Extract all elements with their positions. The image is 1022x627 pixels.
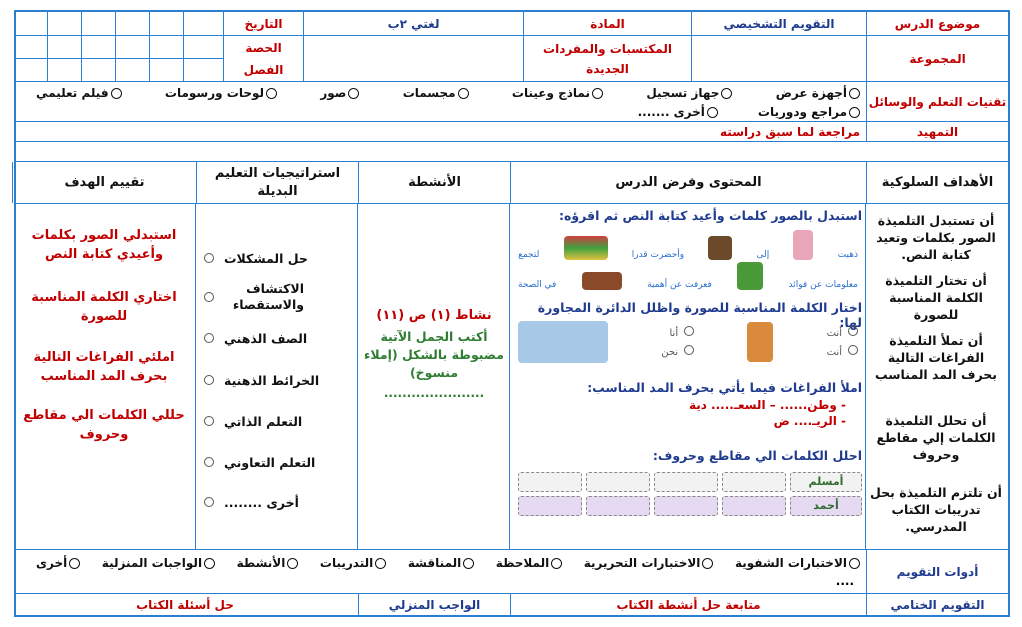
- final-label: التقويم الختامي: [866, 594, 1008, 615]
- col-assessment: تقييم الهدف: [12, 162, 196, 203]
- tools-row: [16, 550, 1008, 594]
- tech-option[interactable]: أخرى .......: [638, 103, 718, 121]
- s3-title: املأ الفراغات فيما يأتي بحرف المد المناسب:: [587, 380, 862, 395]
- girl-image: [793, 230, 813, 260]
- tool-option[interactable]: المناقشة: [408, 554, 474, 572]
- date-cell-2: [149, 12, 183, 35]
- tech-option[interactable]: مجسمات: [403, 84, 469, 102]
- radio-icon: [375, 558, 386, 569]
- s4-title: احلل الكلمات الي مقاطع وحروف:: [652, 448, 862, 463]
- date-label: التاريخ: [223, 12, 303, 35]
- library-image: [708, 236, 732, 260]
- s2-option[interactable]: أنا: [661, 326, 694, 339]
- tool-option[interactable]: أخرى: [36, 554, 80, 572]
- radio-icon: [849, 107, 860, 118]
- objective-item: أن تملأ التلميذة الفراغات التالية بحرف المد المناسب: [875, 333, 997, 382]
- tech-option[interactable]: لوحات ورسومات: [165, 84, 277, 102]
- tool-option[interactable]: الملاحظة: [496, 554, 562, 572]
- activity-title: نشاط (١) ص (١١): [376, 308, 492, 323]
- tech-option[interactable]: نماذج وعينات: [512, 84, 603, 102]
- subject-value: لغتي ٢ب: [303, 12, 523, 35]
- s2-option[interactable]: أنت: [827, 345, 858, 358]
- objective-item: أن تختار التلميذة الكلمة المناسبة للصورة: [885, 273, 987, 322]
- strategy-item[interactable]: التعلم الذاتي: [204, 400, 334, 442]
- col-content: المحتوى وفرض الدرس: [510, 162, 866, 203]
- tech-label: تقنيات التعلم والوسائل: [866, 82, 1008, 121]
- assessment-item: استبدلي الصور بكلمات وأعيدي كتابة النص: [31, 228, 177, 262]
- col-objectives: الأهداف السلوكية: [866, 162, 1008, 203]
- radio-icon: [848, 326, 858, 336]
- header-row-2: [16, 36, 1008, 82]
- radio-icon: [463, 558, 474, 569]
- activity-body: أكتب الجمل الآتية مضبوطة بالشكل (إملاء منسوخ): [364, 329, 504, 380]
- activities-area: [362, 308, 506, 400]
- topic-label: موضوع الدرس: [866, 12, 1008, 35]
- date-cell-4: [81, 12, 115, 35]
- tools-options: [22, 554, 860, 572]
- syllable-box[interactable]: [518, 472, 582, 492]
- objective-item: أن تستبدل التلميذة الصور بكلمات وتعيد كتابة النص.: [876, 213, 996, 262]
- circle-icon: [204, 457, 214, 467]
- tech-row: [16, 82, 1008, 122]
- tools-dots: ....: [835, 574, 854, 588]
- syllable-box[interactable]: [722, 472, 786, 492]
- tool-option[interactable]: الواجبات المنزلية: [102, 554, 215, 572]
- tool-option[interactable]: الاختبارات التحريرية: [584, 554, 714, 572]
- s4-row1: [514, 472, 862, 492]
- date-cell-3: [115, 12, 149, 35]
- syllable-box[interactable]: [654, 496, 718, 516]
- word-box: أحمد: [790, 496, 862, 516]
- objective-item: أن تلتزم التلميذة بحل تدريبات الكتاب المدرسي.: [870, 485, 1002, 534]
- classroom-image: [518, 321, 608, 363]
- final-row: [16, 594, 1008, 615]
- assessment-item: اختاري الكلمة المناسبة للصورة: [31, 290, 177, 324]
- tool-option[interactable]: الأنشطة: [237, 554, 299, 572]
- radio-icon: [287, 558, 298, 569]
- dates-image: [582, 272, 622, 290]
- lesson-plan-table: [14, 10, 1010, 617]
- radio-icon: [348, 88, 359, 99]
- period-class-cell: [223, 36, 303, 81]
- col-strategies: استراتيجيات التعليم البديلة: [196, 162, 358, 203]
- radio-icon: [849, 558, 860, 569]
- subject-label: المادة: [523, 12, 691, 35]
- radio-icon: [204, 558, 215, 569]
- tool-option[interactable]: التدريبات: [320, 554, 386, 572]
- intro-value: مراجعة لما سبق دراسته: [720, 125, 860, 139]
- tech-options-row1: [22, 84, 860, 102]
- radio-icon: [684, 326, 694, 336]
- objective-item: أن تحلل التلميذة الكلمات إلي مقاطع وحروف: [876, 413, 996, 462]
- tech-option[interactable]: فيلم تعليمي: [36, 84, 122, 102]
- s2-option[interactable]: أنت: [827, 326, 858, 339]
- header-row-1: [16, 12, 1008, 36]
- radio-icon: [551, 558, 562, 569]
- homework-label: الواجب المنزلي: [358, 594, 510, 615]
- word-box: أمسلم: [790, 472, 862, 492]
- diagnostic-label: التقويم التشخيصي: [691, 12, 866, 35]
- strategy-item[interactable]: الاكتشاف والاستقصاء: [204, 278, 334, 316]
- intro-label: التمهيد: [866, 122, 1008, 141]
- palm-image: [737, 262, 763, 290]
- homework-value: حل أسئلة الكتاب: [136, 597, 234, 612]
- circle-icon: [204, 292, 214, 302]
- strategies-list: [204, 238, 334, 522]
- s1-title: استبدل بالصور كلمات وأعيد كتابة النص ثم اقرؤه:: [558, 208, 862, 223]
- circle-icon: [204, 497, 214, 507]
- assessment-list: [16, 226, 192, 456]
- radio-icon: [707, 107, 718, 118]
- date-cell-1: [183, 12, 223, 35]
- tech-option[interactable]: أجهزة عرض: [776, 84, 860, 102]
- objectives-list: [868, 212, 1004, 544]
- circle-icon: [204, 375, 214, 385]
- intro-row: [16, 122, 1008, 142]
- circle-icon: [204, 416, 214, 426]
- s1-row2: معلومات عن فوائد فعرفت عن أهمية في الصحة: [514, 260, 862, 290]
- s2-row: [514, 318, 862, 366]
- radio-icon: [702, 558, 713, 569]
- strategy-item[interactable]: التعلم التعاوني: [204, 442, 334, 482]
- date-cell-5: [47, 12, 81, 35]
- group-label: المجموعة: [866, 36, 1008, 81]
- group-value: [691, 36, 866, 81]
- tech-option[interactable]: مراجع ودوريات: [758, 103, 860, 121]
- strategy-item[interactable]: أخرى ........: [204, 482, 334, 522]
- tech-option[interactable]: جهاز تسجيل: [646, 84, 732, 102]
- s2-opts-left: [661, 326, 694, 358]
- final-followup: متابعة حل أنشطة الكتاب: [510, 594, 866, 615]
- syllable-box[interactable]: [722, 496, 786, 516]
- assessment-item: حللي الكلمات الي مقاطع وحروف: [23, 408, 185, 442]
- radio-icon: [684, 345, 694, 355]
- assessment-item: املئي الفراغات التالية بحرف المد المناسب: [33, 350, 175, 384]
- s3-line: - الريـ.... ض: [773, 414, 846, 428]
- radio-icon: [458, 88, 469, 99]
- circle-icon: [204, 333, 214, 343]
- s2-opts-right: [827, 326, 858, 358]
- radio-icon: [721, 88, 732, 99]
- books-image: [564, 236, 608, 260]
- radio-icon: [849, 88, 860, 99]
- strategy-item[interactable]: حل المشكلات: [204, 238, 334, 278]
- strategy-item[interactable]: الخرائط الذهنية: [204, 360, 334, 400]
- col-activities: الأنشطة: [358, 162, 510, 203]
- circle-icon: [204, 253, 214, 263]
- s4-row2: [514, 496, 862, 516]
- class-label: الفصل: [243, 62, 284, 77]
- radio-icon: [848, 345, 858, 355]
- strategy-item[interactable]: الصف الذهني: [204, 316, 334, 360]
- s3-line: - وطن...... – السعـ..... دية: [688, 398, 846, 412]
- radio-icon: [266, 88, 277, 99]
- main-body-row: [16, 204, 1008, 550]
- tech-options-row2: [624, 103, 860, 121]
- syllable-box[interactable]: [586, 496, 650, 516]
- period-label: الحصة: [245, 40, 282, 55]
- radio-icon: [111, 88, 122, 99]
- tech-option[interactable]: صور: [320, 84, 359, 102]
- boy-image: [747, 322, 773, 362]
- syllable-box[interactable]: [654, 472, 718, 492]
- column-header-row: [16, 162, 1008, 204]
- s1-row1: ذهبت إلى وأحضرت قدرا لتجمع: [514, 226, 862, 260]
- syllable-box[interactable]: [586, 472, 650, 492]
- radio-icon: [69, 558, 80, 569]
- content-area: [514, 208, 862, 516]
- tool-option[interactable]: الاختبارات الشفوية: [735, 554, 860, 572]
- tools-label: أدوات التقويم: [866, 550, 1008, 593]
- spacer-row: [16, 142, 1008, 162]
- syllable-box[interactable]: [518, 496, 582, 516]
- s2-option[interactable]: نحن: [661, 345, 694, 358]
- s2-title: اختار الكلمة المناسبة للصورة واظلل الدائرة المجاورة لها:: [537, 300, 862, 330]
- gains-value: [303, 36, 523, 81]
- activity-dots: ......................: [383, 386, 485, 400]
- radio-icon: [592, 88, 603, 99]
- gains-label: المكتسبات والمفردات الجديدة: [523, 36, 691, 81]
